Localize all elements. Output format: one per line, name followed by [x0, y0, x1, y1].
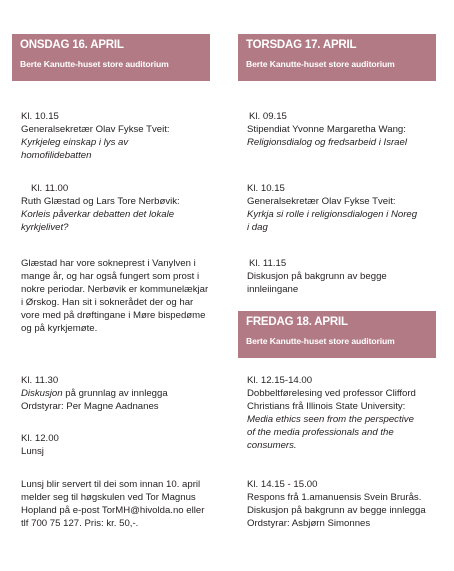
- day-header-friday: [238, 311, 436, 358]
- session-entry: [247, 374, 437, 452]
- talk-title: i dag: [247, 222, 268, 233]
- session-time: Kl. 10.15: [247, 183, 285, 194]
- session-desc: Lunsj: [21, 446, 44, 457]
- speaker: Ruth Glæstad og Lars Tore Nerbøvik:: [21, 196, 180, 207]
- session-entry: [21, 432, 211, 458]
- session-entry: [247, 478, 437, 530]
- thursday-friday-column: [238, 34, 436, 529]
- session-time: Kl. 14.15 - 15.00: [247, 479, 318, 490]
- moderator: Ordstyrar: Per Magne Aadnanes: [21, 401, 159, 412]
- speaker-bio: [21, 257, 211, 335]
- session-desc: innleiingane: [247, 284, 299, 295]
- moderator: Ordstyrar: Asbjørn Simonnes: [247, 518, 371, 529]
- session-entry: [21, 182, 211, 234]
- session-desc: Dobbeltførelesing ved professor Clifford: [247, 388, 416, 399]
- note-line: tlf 700 75 127. Pris: kr. 50,-.: [21, 518, 139, 529]
- talk-title: Religionsdialog og fredsarbeid i Israel: [247, 137, 407, 148]
- note-line: Lunsj blir servert til dei som innan 10. april: [21, 479, 201, 490]
- venue: Berte Kanutte-huset store auditorium: [246, 336, 395, 346]
- session-time: Kl. 11.15: [249, 258, 287, 269]
- talk-title: homofilidebatten: [21, 150, 92, 161]
- lunch-note: [21, 478, 211, 530]
- talk-title: Kyrkja si rolle i religionsdialogen i Noreg: [247, 209, 418, 220]
- session-desc: [21, 387, 211, 400]
- talk-title: consumers.: [247, 440, 297, 451]
- wednesday-column: [12, 34, 210, 529]
- session-label: Diskusjon: [21, 388, 63, 399]
- bio-line: og på kyrkjemøte.: [21, 323, 98, 334]
- session-entry: [247, 182, 437, 234]
- session-time: Kl. 12.15-14.00: [247, 375, 313, 386]
- session-time: Kl. 10.15: [21, 111, 59, 122]
- session-time: Kl. 11.00: [31, 183, 69, 194]
- talk-title: kyrkjelivet?: [21, 222, 69, 233]
- session-time: Kl. 12.00: [21, 433, 59, 444]
- session-time: Kl. 11.30: [21, 375, 59, 386]
- talk-title: Media ethics seen from the perspective: [247, 414, 414, 425]
- bio-line: vore med på drøftingane i Møre bispedøme: [21, 310, 206, 321]
- bio-line: Glæstad har vore sokneprest i Vanylven i: [21, 258, 196, 269]
- bio-line: mange år, og har også fungert som prost i: [21, 271, 200, 282]
- bio-line: i Ørskog. Han sit i soknerådet der og har: [21, 297, 194, 308]
- session-desc: Diskusjon på bakgrunn av begge: [247, 271, 387, 282]
- day-header-wednesday: [12, 34, 210, 81]
- session-entry: [21, 374, 211, 413]
- day-title: ONSDAG 16. APRIL: [20, 39, 124, 51]
- talk-title: Kyrkjeleg einskap i lys av: [21, 137, 129, 148]
- speaker: Stipendiat Yvonne Margaretha Wang:: [247, 124, 406, 135]
- session-desc: Christians frå Illinois State University:: [247, 401, 406, 412]
- session-entry: [247, 110, 437, 149]
- session-desc-rest: på grunnlag av innlegga: [62, 388, 168, 399]
- day-title: TORSDAG 17. APRIL: [246, 39, 357, 51]
- day-header-thursday: [238, 34, 436, 81]
- venue: Berte Kanutte-huset store auditorium: [20, 59, 169, 69]
- session-entry: [21, 110, 211, 162]
- speaker: Generalsekretær Olav Fykse Tveit:: [247, 196, 396, 207]
- talk-title: Korleis påverkar debatten det lokale: [21, 209, 175, 220]
- speaker: Generalsekretær Olav Fykse Tveit:: [21, 124, 170, 135]
- venue: Berte Kanutte-huset store auditorium: [246, 59, 395, 69]
- day-title: FREDAG 18. APRIL: [246, 316, 348, 328]
- session-desc: Diskusjon på bakgrunn av begge innlegga: [247, 505, 426, 516]
- note-line: Hopland på e-post TorMH@hivolda.no eller: [21, 505, 205, 516]
- session-time: Kl. 09.15: [249, 111, 287, 122]
- bio-line: nokre periodar. Nerbøvik er kommunelækjar: [21, 284, 209, 295]
- session-desc: Respons frå 1.amanuensis Svein Brurås.: [247, 492, 422, 503]
- session-entry: [247, 257, 437, 296]
- talk-title: of the media professionals and the: [247, 427, 394, 438]
- note-line: melder seg til høgskulen ved Tor Magnus: [21, 492, 196, 503]
